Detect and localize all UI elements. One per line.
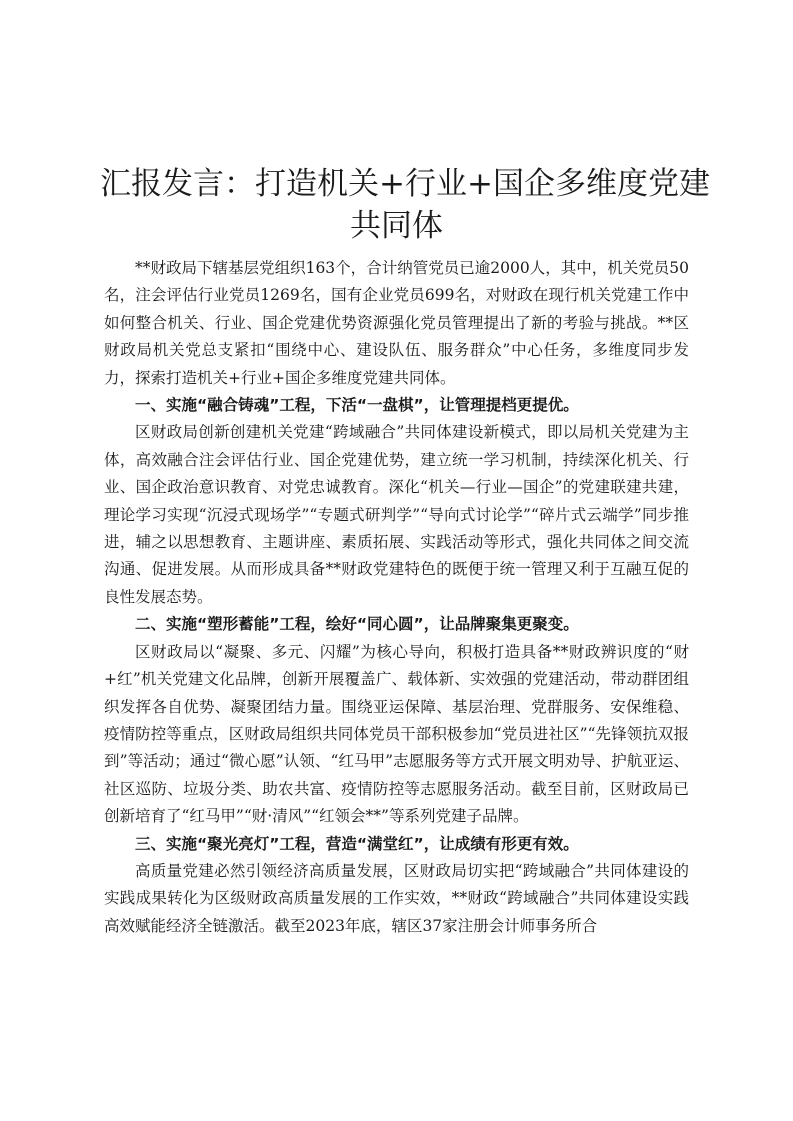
section-1-heading: 一、实施“融合铸魂”工程，下活“一盘棋”，让管理提档更提优。	[135, 396, 579, 415]
document-title	[100, 163, 710, 247]
section-1-paragraph: 区财政局创新创建机关党建“跨域融合”共同体建设新模式，即以局机关党建为主体，高效融合注会评估行业、国企党建优势，建立统一学习机制，持续深化机关、行业、国企政治意识教育、对党忠诚教育。深化“机关—行业—国企”的党建联建共建，理论学习实现“沉浸式现场学”“专题式研判学”“导向式讨论学”“碎片式云端学”同步推进，辅之以思想教育、主题讲座、素质拓展、实践活动等形式，强化共同体之间交流沟通、促进发展。从而形成具备**财政党建特色的既便于统一管理又利于互融互促的良性发展态势。	[104, 423, 689, 606]
intro-paragraph: **财政局下辖基层党组织163个，合计纳管党员已逾2000人，其中，机关党员50名，注会评估行业党员1269名，国有企业党员699名，对财政在现行机关党建工作中如何整合机关、行业、国企党建优势资源强化党员管理提出了新的考验与挑战。**区财政局机关党总支紧扣“围绕中心、建设队伍、服务群众”中心任务，多维度同步发力，探索打造机关+行业+国企多维度党建共同体。	[104, 259, 689, 387]
section-2-paragraph: 区财政局以“凝聚、多元、闪耀”为核心导向，积极打造具备**财政辨识度的“财+红”机关党建文化品牌，创新开展覆盖广、载体新、实效强的党建活动，带动群团组织发挥各自优势、凝聚团结力量。围绕亚运保障、基层治理、党群服务、安保维稳、疫情防控等重点，区财政局组织共同体党员干部积极参加“党员进社区”“先锋领抗双报到”等活动；通过“微心愿”认领、“红马甲”志愿服务等方式开展文明劝导、护航亚运、社区巡防、垃圾分类、助农共富、疫情防控等志愿服务活动。截至目前，区财政局已创新培育了“红马甲”“财·清风”“红领会**”等系列党建子品牌。	[104, 642, 689, 826]
document-body	[104, 255, 689, 940]
title-line-1: 汇报发言：打造机关+行业+国企多维度党建	[100, 165, 710, 202]
title-line-2: 共同体	[350, 207, 443, 244]
section-2-heading: 二、实施“塑形蓄能”工程，绘好“同心圆”，让品牌聚集更聚变。	[135, 615, 579, 634]
section-3-paragraph: 高质量党建必然引领经济高质量发展，区财政局切实把“跨域融合”共同体建设的实践成果转化为区级财政高质量发展的工作实效，**财政“跨域融合”共同体建设实践高效赋能经济全链激活。截至2023年底，辖区37家注册会计师事务所合	[104, 861, 689, 935]
section-3-heading: 三、实施“聚光亮灯”工程，营造“满堂红”，让成绩有形更有效。	[135, 834, 579, 853]
